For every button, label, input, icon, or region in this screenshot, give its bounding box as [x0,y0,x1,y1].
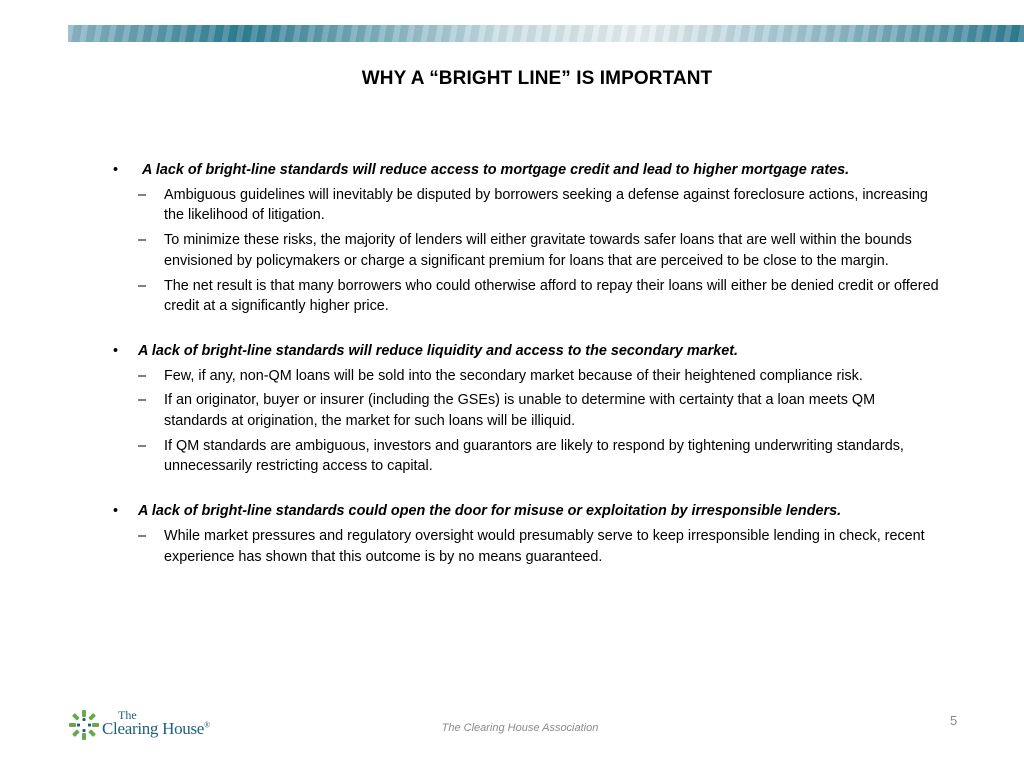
sub-bullet-mark: – [138,232,147,249]
sub-bullet [138,276,940,317]
sub-bullet-mark: – [138,367,147,384]
sub-bullet-mark: – [138,437,147,454]
sub-bullet [138,185,940,226]
sub-bullet [138,436,940,477]
slide-title: WHY A “BRIGHT LINE” IS IMPORTANT [361,68,713,89]
logo-trademark: ® [204,720,210,730]
sub-bullet-mark: – [138,392,147,409]
page-number: 5 [950,713,958,728]
bullet-item [110,501,940,567]
logo-text-the: The [118,708,137,722]
sub-bullet-text: To minimize these risks, the majority of lenders will either gravitate towards safer loans that are well within the bounds envisioned by policymakers or charge a significant premium for loans that are perceived to be close to the margin. [164,232,912,269]
sub-bullet-text: The net result is that many borrowers who could otherwise afford to repay their loans will either be denied credit or offered credit at a significantly higher price. [164,277,939,315]
logo-name: Clearing House [102,719,205,738]
bullet-text: A lack of bright-line standards will reduce liquidity and access to the secondary market. [138,342,739,359]
sub-bullet [138,230,940,271]
bullet-mark: • [113,342,119,359]
sub-bullet-text: While market pressures and regulatory oversight would presumably serve to keep irresponsible lending in check, recent experience has shown that this outcome is by no means guaranteed. [164,527,925,565]
sub-bullet [138,390,940,431]
bullet-text: A lack of bright-line standards will reduce access to mortgage credit and lead to higher mortgage rates. [142,162,850,178]
sub-bullet-text: Few, if any, non-QM loans will be sold into the secondary market because of their heightened compliance risk. [164,367,863,384]
bullet-text: A lack of bright-line standards could open the door for misuse or exploitation by irresponsible lenders. [138,503,842,520]
slide-body [110,160,940,581]
sub-bullet-mark: – [138,527,147,544]
bullet-item [110,341,940,477]
sub-bullet-text: If QM standards are ambiguous, investors and guarantors are likely to respond by tightening underwriting standards, unnecessarily restricting access to capital. [164,437,904,475]
sub-bullet [138,366,940,387]
footer-organization: The Clearing House Association [441,722,599,734]
bullet-item [110,160,940,317]
header-band-texture [68,25,1024,42]
sub-bullet-text: Ambiguous guidelines will inevitably be disputed by borrowers seeking a defense against foreclosure actions, increasing the likelihood of litigation. [164,186,928,224]
bullet-mark: • [113,503,119,520]
sub-bullet-text: If an originator, buyer or insurer (including the GSEs) is unable to determine with certainty that a loan meets QM standards at origination, the market for such loans will be illiquid. [164,392,876,430]
sub-bullet-mark: – [138,277,147,294]
sub-bullet-mark: – [138,186,147,203]
bullet-mark: • [113,162,119,178]
sub-bullet [138,526,940,567]
